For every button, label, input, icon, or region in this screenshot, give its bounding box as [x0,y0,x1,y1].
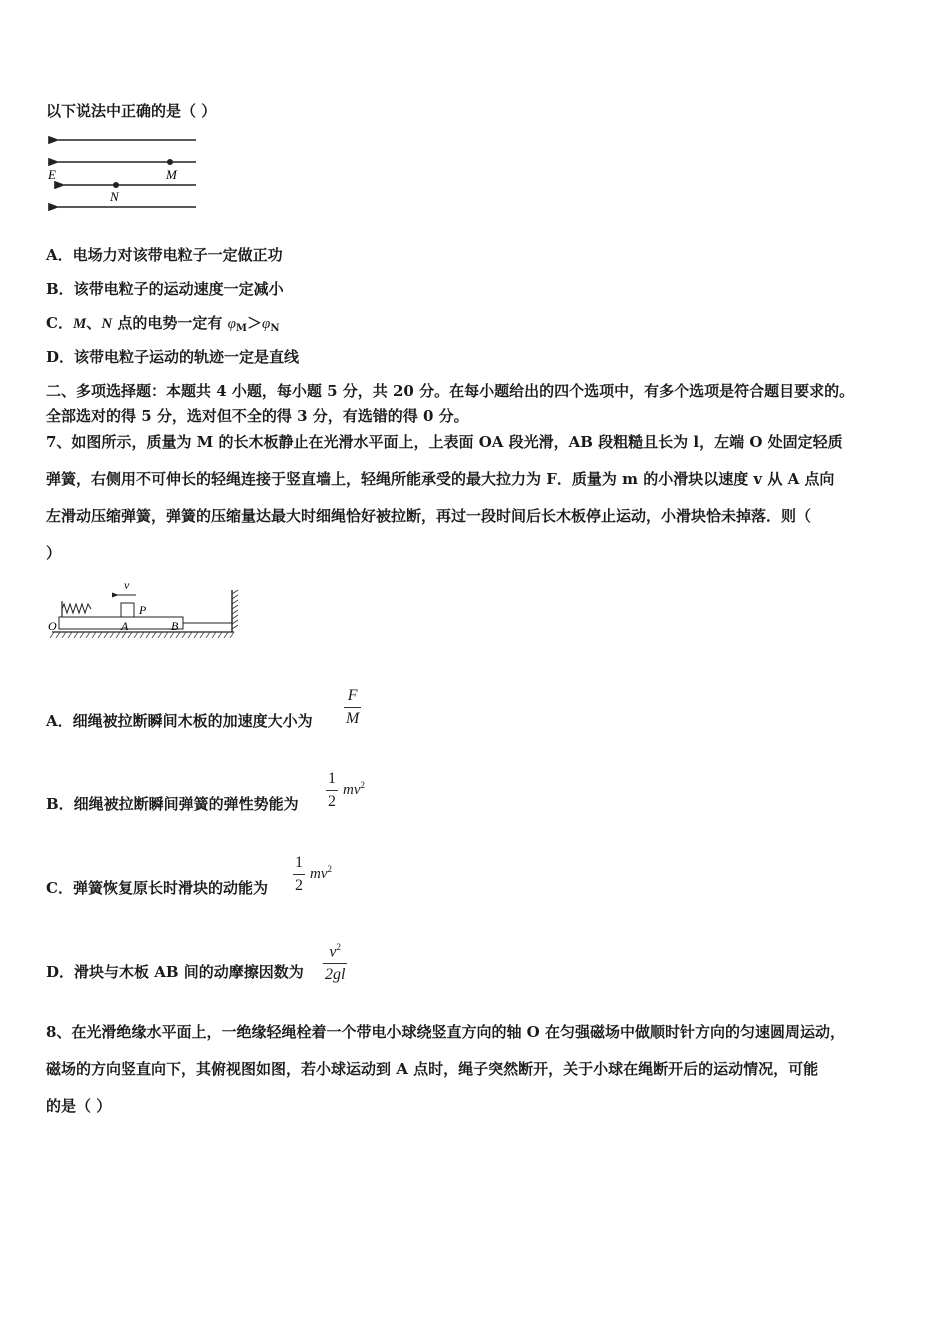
q6-option-c-phi2: φ [262,316,271,332]
q6-option-c-phi1: φ [227,316,236,332]
q7-option-b-mv: mv [343,782,361,798]
q6-option-c [46,313,279,339]
q6-option-c-prefix: C． [46,314,73,332]
q7-option-d-exponent: 2 [336,942,342,952]
q7-option-b-text: B．细绳被拉断瞬间弹簧的弹性势能为 [46,795,299,813]
q6-option-c-mid: 点的电势一定有 [112,314,228,332]
ground-hatch [50,632,234,638]
spring [62,604,91,613]
q6-option-c-sub1: M [235,323,247,334]
q6-stem: 以下说法中正确的是（ ） [46,102,217,120]
board-spring-figure [44,576,244,646]
q7-option-c-numerator: 1 [295,854,303,871]
q8-stem-line1: 8、在光滑绝缘水平面上，一绝缘轻绳栓着一个带电小球绕竖直方向的轴 O 在匀强磁场中做顺时针方向的匀速圆周运动， [46,1023,845,1041]
q7-stem-line1: 7、如图所示，质量为 M 的长木板静止在光滑水平面上，上表面 OA 段光滑，AB 段粗糙且长为 l，左端 O 处固定轻质 [46,433,843,451]
q7-option-a-numerator: F [347,687,358,704]
label-a: A [121,619,129,633]
q7-option-b-exponent: 2 [360,780,365,790]
q7-option-c-exponent: 2 [327,864,332,874]
point-n [113,182,119,188]
label-n: N [110,189,119,204]
q7-option-d-text: D．滑块与木板 AB 间的动摩擦因数为 [46,963,304,981]
q7-option-a-denominator: M [344,707,361,730]
q7-option-a-fraction [344,685,361,730]
wall-hatch [232,590,238,629]
q7-option-d-denominator: 2gl [323,963,347,986]
label-m: M [166,167,177,182]
q7-option-d-numerator [327,936,343,963]
slider-block-p [121,603,134,617]
q6-option-c-m: M [72,316,87,332]
q7-stem-line3: 左滑动压缩弹簧，弹簧的压缩量达最大时细绳恰好被拉断，再过一段时间后长木板停止运动，小滑块恰未掉落．则（ [46,507,812,525]
q6-option-a: A．电场力对该带电粒子一定做正功 [46,246,283,264]
q7-option-c-mv: mv [310,866,328,882]
q7-option-d-v: v [329,943,337,961]
q7-option-c-fraction [293,852,305,897]
label-o: O [48,619,57,633]
q7-option-b-denominator: 2 [326,790,338,813]
q7-option-b-tail [343,780,365,799]
q7-option-b-numerator: 1 [328,770,336,787]
q7-option-c-denominator: 2 [293,874,305,897]
label-p: P [139,603,147,617]
q7-stem-line4: ） [46,544,62,562]
q7-option-a-text: A．细绳被拉断瞬间木板的加速度大小为 [46,712,313,730]
q7-stem-line2: 弹簧，右侧用不可伸长的轻绳连接于竖直墙上，轻绳所能承受的最大拉力为 F．质量为 m 的小滑块以速度 v 从 A 点向 [46,470,835,488]
q6-option-b: B．该带电粒子的运动速度一定减小 [46,280,284,298]
q8-stem-line2: 磁场的方向竖直向下，其俯视图如图，若小球运动到 A 点时，绳子突然断开，关于小球在绳断开后的运动情况，可能 [46,1060,819,1078]
q6-option-c-gt: ＞ [247,314,263,332]
q7-option-d-fraction [323,936,347,986]
q7-option-c-tail [310,864,332,883]
electric-field-figure [44,130,204,215]
section2-line1: 二、多项选择题：本题共 4 小题，每小题 5 分，共 20 分。在每小题给出的四个选项中，有多个选项是符合题目要求的。 [46,382,855,400]
label-e: E [48,167,56,182]
section2-line2: 全部选对的得 5 分，选对但不全的得 3 分，有选错的得 0 分。 [46,407,469,425]
point-m [167,159,173,165]
q6-option-c-sub2: N [270,323,280,334]
q8-stem-line3: 的是（ ） [46,1097,112,1115]
q7-option-b-fraction [326,768,338,813]
q6-option-c-n: N [101,316,113,332]
q7-option-c-text: C．弹簧恢复原长时滑块的动能为 [46,879,268,897]
q6-option-c-sep: 、 [86,314,102,332]
q6-option-d: D．该带电粒子运动的轨迹一定是直线 [46,348,300,366]
label-b: B [171,619,179,633]
label-v: v [124,578,130,592]
